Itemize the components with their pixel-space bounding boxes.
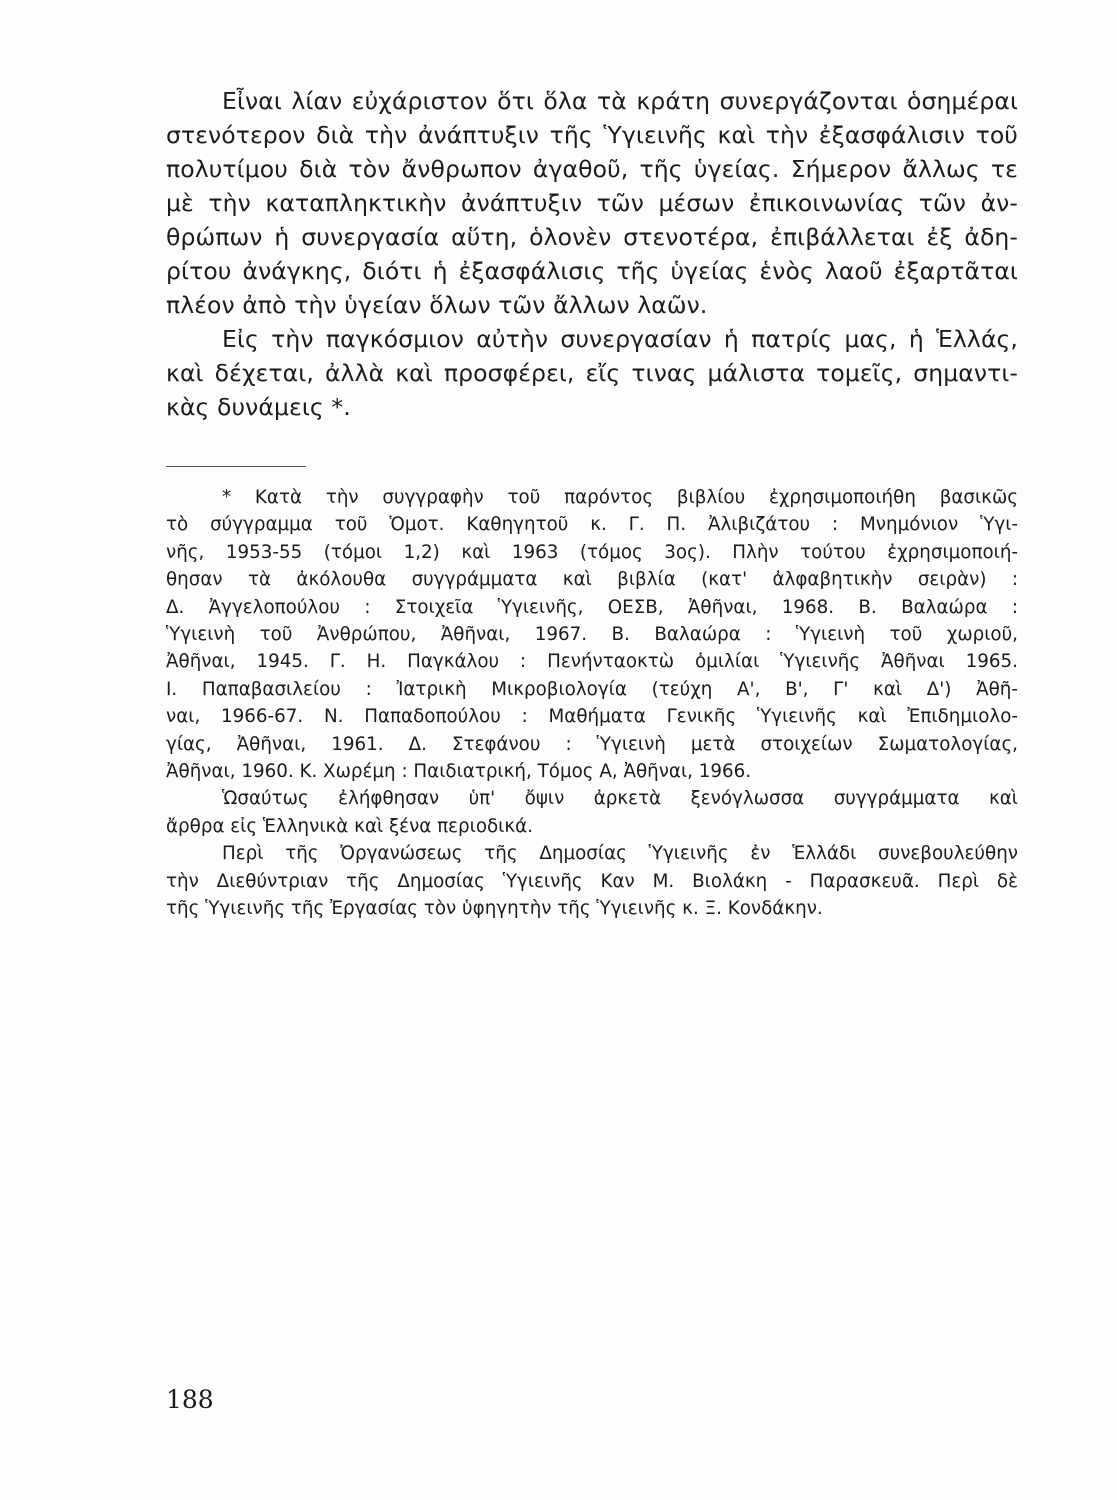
footnote-line: Ἀθῆναι, 1945. Γ. Η. Παγκάλου : Πενήνταοκτὼ ὁμιλίαι Ὑγιεινῆς Ἀθῆναι 1965. bbox=[166, 651, 1018, 673]
footnote-line: * Κατὰ τὴν συγγραφὴν τοῦ παρόντος βιβλίου ἐχρησιμοποιήθη βασικῶς bbox=[222, 487, 1018, 508]
text-line: θρώπων ἡ συνεργασία αὕτη, ὁλονὲν στενοτέρα, ἐπιβάλλεται ἐξ ἀδη- bbox=[166, 223, 1018, 251]
paragraph-1 bbox=[166, 84, 1018, 322]
text-line: ρίτου ἀνάγκης, διότι ἡ ἐξασφάλισις τῆς ὑγείας ἑνὸς λαοῦ ἐξαρτᾶται bbox=[166, 257, 1018, 285]
page-number: 188 bbox=[166, 1385, 214, 1414]
note-paragraph-foreign-sources bbox=[166, 785, 1018, 840]
text-line: μὲ τὴν καταπληκτικὴν ἀνάπτυξιν τῶν μέσων ἐπικοινωνίας τῶν ἀν- bbox=[166, 189, 1018, 217]
footnote-line: θησαν τὰ ἀκόλουθα συγγράμματα καὶ βιβλία (κατ' ἀλφαβητικὴν σειρὰν) : bbox=[166, 569, 1018, 591]
footnote-line: ναι, 1966-67. Ν. Παπαδοπούλου : Μαθήματα Γενικῆς Ὑγιεινῆς καὶ Ἐπιδημιολο- bbox=[166, 706, 1018, 728]
text-line: πλέον ἀπὸ τὴν ὑγείαν ὅλων τῶν ἄλλων λαῶν. bbox=[166, 291, 708, 319]
footnotes bbox=[166, 484, 1018, 923]
footnote-references bbox=[166, 484, 1018, 785]
note-paragraph-consultations bbox=[166, 840, 1018, 922]
paragraph-2 bbox=[166, 322, 1018, 424]
footnote-separator bbox=[166, 466, 306, 467]
text-line: πολυτίμου διὰ τὸν ἄνθρωπον ἀγαθοῦ, τῆς ὑγείας. Σήμερον ἄλλως τε bbox=[166, 155, 1018, 183]
footnote-line: Ἀθῆναι, 1960. Κ. Χωρέμη : Παιδιατρική, Τόμος Α, Ἀθῆναι, 1966. bbox=[166, 761, 752, 783]
text-line: Εἰς τὴν παγκόσμιον αὐτὴν συνεργασίαν ἡ πατρίς μας, ἡ Ἑλλάς, bbox=[222, 325, 1018, 353]
footnote-line: γίας, Ἀθῆναι, 1961. Δ. Στεφάνου : Ὑγιεινὴ μετὰ στοιχείων Σωματολογίας, bbox=[166, 733, 1018, 755]
footnote-line: νῆς, 1953-55 (τόμοι 1,2) καὶ 1963 (τόμος 3ος). Πλὴν τούτου ἐχρησιμοποιή- bbox=[166, 541, 1018, 563]
footnote-line: Ὑγιεινὴ τοῦ Ἀνθρώπου, Ἀθῆναι, 1967. Β. Βαλαώρα : Ὑγιεινὴ τοῦ χωριοῦ, bbox=[166, 624, 1018, 646]
footnote-line: τῆς Ὑγιεινῆς τῆς Ἐργασίας τὸν ὑφηγητὴν τῆς Ὑγιεινῆς κ. Ξ. Κονδάκην. bbox=[166, 898, 823, 920]
text-line: στενότερον διὰ τὴν ἀνάπτυξιν τῆς Ὑγιεινῆς καὶ τὴν ἐξασφάλισιν τοῦ bbox=[166, 121, 1018, 149]
footnote-line: ἄρθρα εἰς Ἑλληνικὰ καὶ ξένα περιοδικά. bbox=[166, 815, 534, 837]
text-line: κὰς δυνάμεις *. bbox=[166, 393, 351, 421]
footnote-line: Δ. Ἀγγελοπούλου : Στοιχεῖα Ὑγιεινῆς, ΟΕΣΒ, Ἀθῆναι, 1968. Β. Βαλαώρα : bbox=[166, 596, 1018, 618]
main-text bbox=[166, 84, 1018, 424]
footnote-line: τὴν Διεθύντριαν τῆς Δημοσίας Ὑγιεινῆς Καν Μ. Βιολάκη - Παρασκευᾶ. Περὶ δὲ bbox=[166, 870, 1018, 892]
footnote-line: Περὶ τῆς Ὀργανώσεως τῆς Δημοσίας Ὑγιεινῆς ἐν Ἑλλάδι συνεβουλεύθην bbox=[222, 843, 1018, 865]
text-line: Εἶναι λίαν εὐχάριστον ὅτι ὅλα τὰ κράτη συνεργάζονται ὁσημέραι bbox=[222, 87, 1018, 115]
text-line: καὶ δέχεται, ἀλλὰ καὶ προσφέρει, εἴς τινας μάλιστα τομεῖς, σημαντι- bbox=[166, 359, 1018, 387]
footnote-line: Ι. Παπαβασιλείου : Ἰατρικὴ Μικροβιολογία (τεύχη Α', Β', Γ' καὶ Δ') Ἀθῆ- bbox=[166, 678, 1018, 700]
footnote-line: Ὡσαύτως ἐλήφθησαν ὑπ' ὄψιν ἀρκετὰ ξενόγλωσσα συγγράμματα καὶ bbox=[222, 788, 1018, 810]
footnote-line: τὸ σύγγραμμα τοῦ Ὁμοτ. Καθηγητοῦ κ. Γ. Π. Ἀλιβιζάτου : Μνημόνιον Ὑγι- bbox=[166, 514, 1018, 536]
